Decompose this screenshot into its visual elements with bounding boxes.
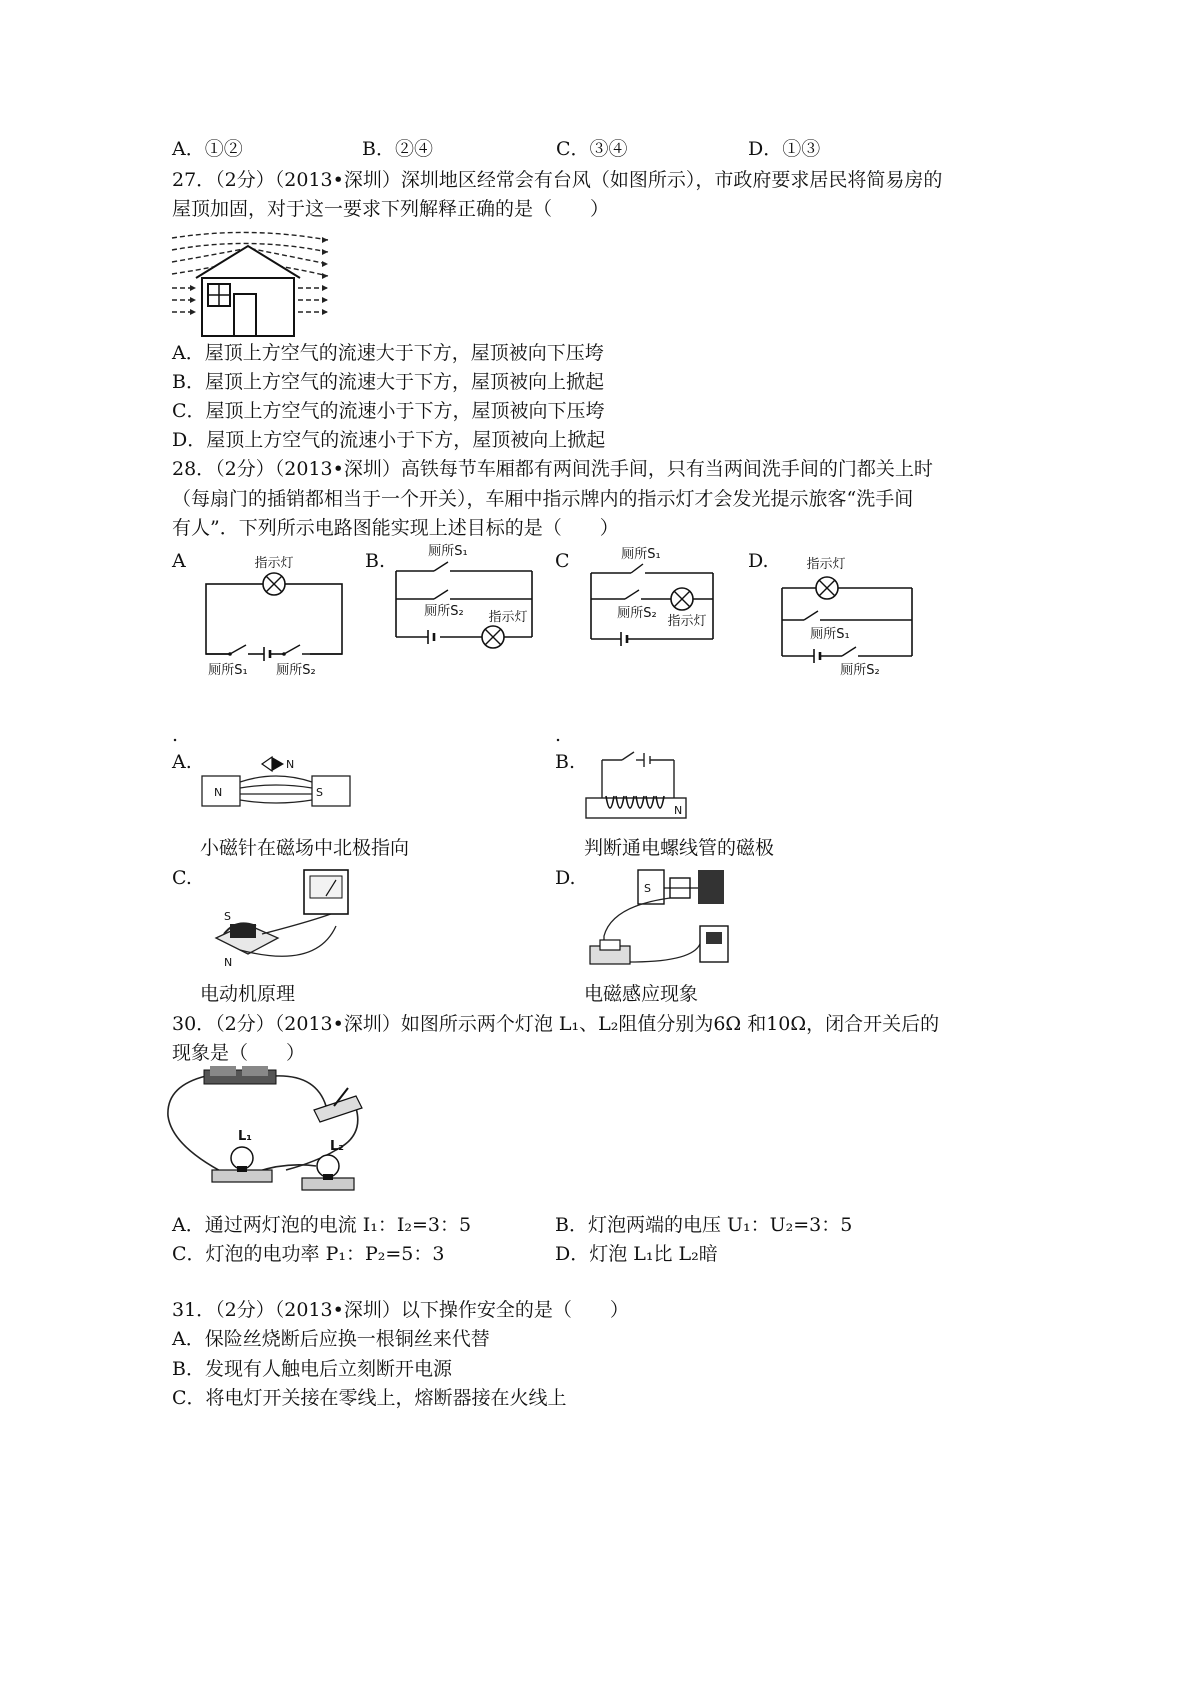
q28-option-c-letter: C: [555, 550, 570, 572]
circuit-b-s1-label: 厕所S₁: [428, 544, 468, 559]
q28-option-d-letter: D.: [748, 550, 769, 572]
q31-stem-line1: 31．（2分）（2013•深圳）以下操作安全的是（ ）: [172, 1299, 629, 1321]
bulb-l2-label: L₂: [330, 1139, 344, 1154]
two-bulbs-series-circuit-figure: [166, 1066, 376, 1200]
solenoid-figure: [582, 752, 692, 826]
q30-stem-line2: 现象是（ ）: [172, 1042, 306, 1064]
q29-caption-d: 电磁感应现象: [584, 983, 699, 1005]
q27-stem-line1: 27．（2分）（2013•深圳）深圳地区经常会有台风（如图所示），市政府要求居民将简易房的: [172, 169, 943, 191]
circuit-b: [390, 545, 540, 673]
q27-stem-line2: 屋顶加固，对于这一要求下列解释正确的是（ ）: [172, 198, 610, 220]
circuit-b-lamp-label: 指示灯: [488, 610, 528, 625]
q29-dot-right: .: [555, 724, 562, 746]
circuit-c-s1-label: 厕所S₁: [621, 547, 661, 562]
q28-option-b-letter: B.: [365, 550, 386, 572]
q29-dot-left: .: [172, 724, 179, 746]
q30-option-d: D．灯泡 L₁比 L₂暗: [555, 1243, 718, 1265]
q31-option-a: A．保险丝烧断后应换一根铜丝来代替: [172, 1328, 490, 1350]
q29-option-c-letter: C.: [172, 867, 192, 889]
q26-option-b: B．②④: [362, 138, 433, 160]
motor-n-pole-label: N: [224, 956, 233, 969]
q28-stem-line1: 28．（2分）（2013•深圳）高铁每节车厢都有两间洗手间，只有当两间洗手间的门都关上时: [172, 458, 933, 480]
motor-principle-figure: [196, 866, 366, 972]
circuit-d-s2-label: 厕所S₂: [840, 663, 880, 678]
circuit-a-s2-label: 厕所S₂: [276, 663, 316, 678]
q27-option-a: A．屋顶上方空气的流速大于下方，屋顶被向下压垮: [172, 342, 604, 364]
circuit-a: [200, 548, 350, 680]
q29-caption-a: 小磁针在磁场中北极指向: [200, 837, 410, 859]
q30-option-a: A．通过两灯泡的电流 I₁：I₂=3：5: [172, 1214, 472, 1236]
circuit-b-s2-label: 厕所S₂: [424, 604, 464, 619]
q28-stem-line2: （每扇门的插销都相当于一个开关），车厢中指示牌内的指示灯才会发光提示旅客“洗手间: [172, 488, 914, 510]
q26-option-c: C．③④: [556, 138, 628, 160]
circuit-c: [585, 545, 735, 671]
compass-needle-pole-label: N: [286, 758, 295, 771]
q30-stem-line1: 30．（2分）（2013•深圳）如图所示两个灯泡 L₁、L₂阻值分别为6Ω 和10Ω，闭合开关后的: [172, 1013, 940, 1035]
motor-s-pole-label: S: [224, 910, 231, 923]
q29-option-a-letter: A.: [172, 751, 192, 773]
circuit-a-s1-label: 厕所S₁: [208, 663, 248, 678]
q31-option-b: B．发现有人触电后立刻断开电源: [172, 1358, 452, 1380]
bulb-l1-label: L₁: [238, 1129, 252, 1144]
solenoid-pole-label: N: [674, 804, 683, 817]
q27-option-c: C．屋顶上方空气的流速小于下方，屋顶被向下压垮: [172, 400, 605, 422]
q27-option-b: B．屋顶上方空气的流速大于下方，屋顶被向上掀起: [172, 371, 604, 393]
q29-option-b-letter: B.: [555, 751, 576, 773]
circuit-c-s2-label: 厕所S₂: [617, 606, 657, 621]
magnetic-field-compass-figure: [200, 752, 360, 824]
circuit-c-lamp-label: 指示灯: [667, 614, 707, 629]
q27-option-d: D．屋顶上方空气的流速小于下方，屋顶被向上掀起: [172, 429, 606, 451]
electromagnetic-induction-figure: [582, 866, 732, 976]
q26-option-a: A．①②: [172, 138, 243, 160]
q29-caption-b: 判断通电螺线管的磁极: [584, 837, 775, 859]
q28-stem-line3: 有人”．下列所示电路图能实现上述目标的是（ ）: [172, 517, 619, 539]
q26-option-d: D．①③: [748, 138, 821, 160]
q30-option-c: C．灯泡的电功率 P₁：P₂=5：3: [172, 1243, 445, 1265]
q30-option-b: B．灯泡两端的电压 U₁：U₂=3：5: [555, 1214, 853, 1236]
q29-option-d-letter: D.: [555, 867, 576, 889]
magnet-left-pole-label: N: [214, 786, 223, 799]
induction-magnet-s-label: S: [644, 882, 651, 895]
circuit-d-lamp-label: 指示灯: [806, 557, 846, 572]
q29-caption-c: 电动机原理: [200, 983, 296, 1005]
circuit-d: [778, 550, 928, 678]
circuit-a-lamp-label: 指示灯: [254, 556, 294, 571]
q28-option-a-letter: A: [172, 550, 186, 572]
circuit-d-s1-label: 厕所S₁: [810, 627, 850, 642]
q31-option-c: C．将电灯开关接在零线上，熔断器接在火线上: [172, 1387, 567, 1409]
typhoon-house-figure: [168, 228, 338, 340]
magnet-right-pole-label: S: [316, 786, 323, 799]
